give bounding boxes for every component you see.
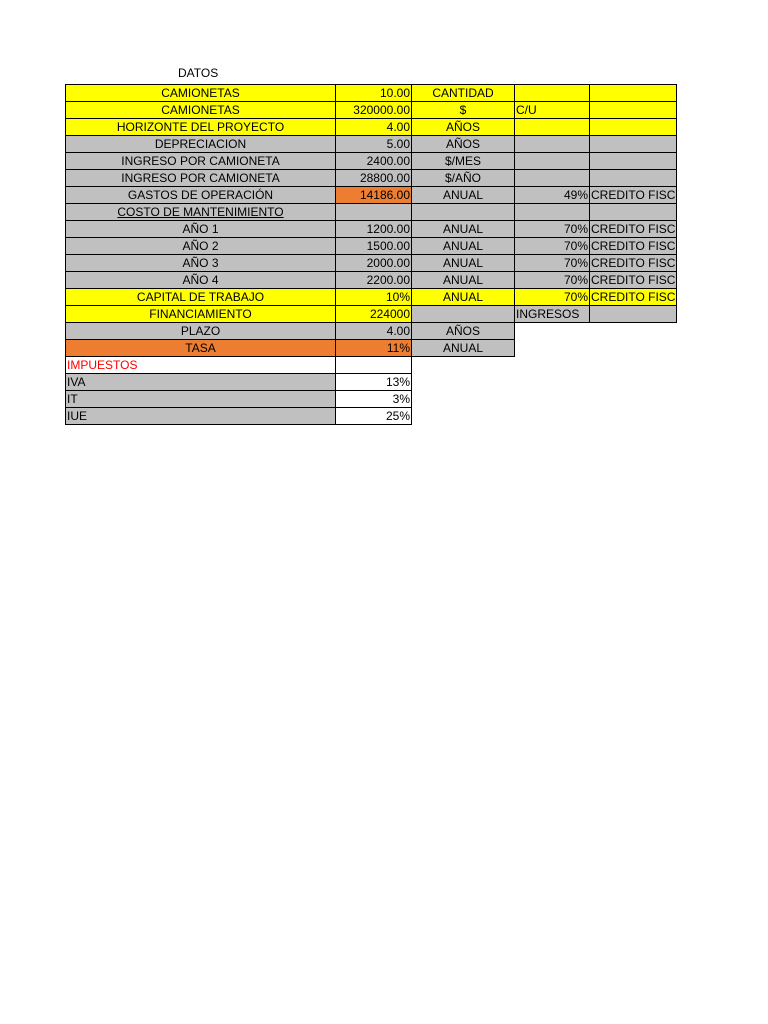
- row-unit[interactable]: ANUAL: [412, 340, 515, 357]
- row-label[interactable]: AÑO 3: [66, 255, 336, 272]
- tax-label[interactable]: IT: [66, 391, 336, 408]
- table-row: [66, 153, 677, 170]
- row-label[interactable]: DEPRECIACION: [66, 136, 336, 153]
- tax-value[interactable]: 25%: [336, 408, 412, 425]
- row-unit[interactable]: CANTIDAD: [412, 85, 515, 102]
- row-value[interactable]: 10.00: [336, 85, 412, 102]
- row-note[interactable]: CREDITO FISC: [591, 239, 676, 253]
- row-note[interactable]: [590, 170, 677, 187]
- row-label[interactable]: AÑO 1: [66, 221, 336, 238]
- row-unit[interactable]: AÑOS: [412, 323, 515, 340]
- row-note[interactable]: [590, 85, 677, 102]
- row-label[interactable]: INGRESO POR CAMIONETA: [66, 170, 336, 187]
- table-row: [66, 306, 677, 323]
- row-unit[interactable]: ANUAL: [412, 255, 515, 272]
- row-unit[interactable]: ANUAL: [412, 187, 515, 204]
- row-unit[interactable]: $/AÑO: [412, 170, 515, 187]
- row-value[interactable]: 10%: [336, 289, 412, 306]
- row-unit[interactable]: [412, 204, 515, 221]
- row-note[interactable]: CREDITO FISC: [591, 222, 676, 236]
- row-label[interactable]: GASTOS DE OPERACIÓN: [66, 187, 336, 204]
- row-label[interactable]: FINANCIAMIENTO: [66, 306, 336, 323]
- row-value[interactable]: 320000.00: [336, 102, 412, 119]
- row-note[interactable]: [590, 306, 677, 323]
- tax-value[interactable]: 3%: [336, 391, 412, 408]
- row-value[interactable]: 4.00: [336, 323, 412, 340]
- row-note[interactable]: [590, 102, 677, 119]
- row-label[interactable]: PLAZO: [66, 323, 336, 340]
- row-pct[interactable]: [515, 85, 590, 102]
- tax-label[interactable]: IUE: [66, 408, 336, 425]
- row-unit[interactable]: $: [412, 102, 515, 119]
- row-note[interactable]: [590, 204, 677, 221]
- row-pct[interactable]: 70%: [515, 221, 590, 238]
- row-note[interactable]: CREDITO FISC: [591, 188, 676, 202]
- row-value[interactable]: 11%: [336, 340, 412, 357]
- row-value[interactable]: [336, 204, 412, 221]
- row-pct[interactable]: [515, 136, 590, 153]
- row-label[interactable]: AÑO 2: [66, 238, 336, 255]
- row-label[interactable]: CAMIONETAS: [66, 102, 336, 119]
- table-row: [66, 221, 677, 238]
- table-row: [66, 255, 677, 272]
- row-note[interactable]: CREDITO FISC: [591, 273, 676, 287]
- row-value[interactable]: 14186.00: [336, 187, 412, 204]
- row-value[interactable]: 1200.00: [336, 221, 412, 238]
- row-value[interactable]: 1500.00: [336, 238, 412, 255]
- row-pct[interactable]: 49%: [515, 187, 590, 204]
- row-value[interactable]: 5.00: [336, 136, 412, 153]
- row-pct[interactable]: 70%: [515, 272, 590, 289]
- row-value[interactable]: 2000.00: [336, 255, 412, 272]
- table-row: [66, 374, 677, 391]
- row-pct[interactable]: 70%: [515, 255, 590, 272]
- row-label[interactable]: INGRESO POR CAMIONETA: [66, 153, 336, 170]
- row-note[interactable]: CREDITO FISC: [591, 290, 676, 304]
- row-unit[interactable]: ANUAL: [412, 272, 515, 289]
- sheet-title: DATOS: [178, 66, 219, 80]
- row-label[interactable]: TASA: [66, 340, 336, 357]
- section-label: COSTO DE MANTENIMIENTO: [117, 205, 284, 219]
- table-row: [66, 391, 677, 408]
- row-unit[interactable]: [412, 306, 515, 323]
- row-label[interactable]: CAMIONETAS: [66, 85, 336, 102]
- row-pct[interactable]: [515, 119, 590, 136]
- table-row: [66, 272, 677, 289]
- table-row: [66, 136, 677, 153]
- row-value[interactable]: 28800.00: [336, 170, 412, 187]
- table-row: [66, 408, 677, 425]
- taxes-header-value[interactable]: [336, 357, 412, 374]
- row-note[interactable]: [590, 153, 677, 170]
- row-pct[interactable]: [515, 204, 590, 221]
- tax-value[interactable]: 13%: [336, 374, 412, 391]
- table-row: [66, 85, 677, 102]
- row-pct[interactable]: [515, 153, 590, 170]
- row-unit[interactable]: AÑOS: [412, 119, 515, 136]
- row-unit[interactable]: $/MES: [412, 153, 515, 170]
- row-value[interactable]: 2400.00: [336, 153, 412, 170]
- row-pct[interactable]: 70%: [515, 238, 590, 255]
- row-value[interactable]: 224000: [336, 306, 412, 323]
- row-pct[interactable]: INGRESOS: [515, 306, 590, 323]
- row-note[interactable]: CREDITO FISC: [591, 256, 676, 270]
- row-pct[interactable]: C/U: [515, 102, 590, 119]
- table-row: [66, 289, 677, 306]
- row-unit[interactable]: ANUAL: [412, 221, 515, 238]
- row-unit[interactable]: AÑOS: [412, 136, 515, 153]
- row-note[interactable]: [590, 119, 677, 136]
- row-value[interactable]: 4.00: [336, 119, 412, 136]
- table-row: [66, 323, 677, 340]
- table-row: [66, 187, 677, 204]
- row-value[interactable]: 2200.00: [336, 272, 412, 289]
- taxes-header[interactable]: IMPUESTOS: [66, 357, 336, 374]
- table-row: [66, 170, 677, 187]
- table-row: [66, 340, 677, 357]
- table-row: [66, 204, 677, 221]
- row-unit[interactable]: ANUAL: [412, 238, 515, 255]
- row-unit[interactable]: ANUAL: [412, 289, 515, 306]
- data-table: [65, 84, 677, 425]
- row-label[interactable]: CAPITAL DE TRABAJO: [66, 289, 336, 306]
- table-row: [66, 357, 677, 374]
- row-pct[interactable]: 70%: [515, 289, 590, 306]
- table-row: [66, 102, 677, 119]
- row-label[interactable]: [66, 204, 336, 221]
- row-label[interactable]: HORIZONTE DEL PROYECTO: [66, 119, 336, 136]
- table-row: [66, 238, 677, 255]
- row-pct[interactable]: [515, 170, 590, 187]
- row-label[interactable]: AÑO 4: [66, 272, 336, 289]
- tax-label[interactable]: IVA: [66, 374, 336, 391]
- table-row: [66, 119, 677, 136]
- row-note[interactable]: [590, 136, 677, 153]
